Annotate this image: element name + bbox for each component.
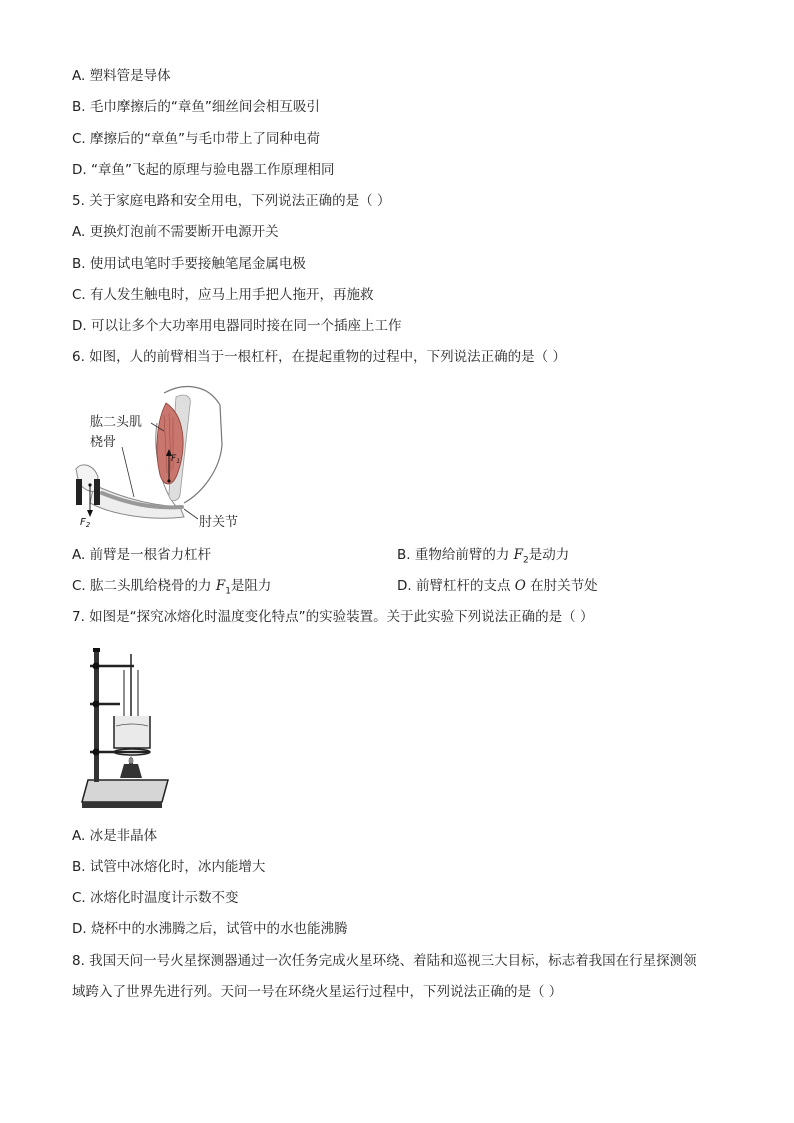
ring-knob	[93, 749, 100, 756]
q5-stem: 5. 关于家庭电路和安全用电，下列说法正确的是（ ）	[72, 193, 391, 209]
q6-option-b: B. 重物给前臂的力 $F_2$是动力	[397, 547, 570, 566]
f2-point	[88, 483, 91, 486]
q4-option-c: C. 摩擦后的“章鱼”与毛巾带上了同种电荷	[72, 131, 320, 147]
q4-option-d: D. “章鱼”飞起的原理与验电器工作原理相同	[72, 162, 335, 178]
f1-label: $F_1$	[171, 454, 181, 465]
f1-point	[167, 479, 170, 482]
clamp-top-knob	[93, 663, 100, 670]
f2-label: $F_2$	[80, 517, 91, 529]
q5-option-c: C. 有人发生触电时，应马上用手把人拖开，再施救	[72, 287, 374, 303]
biceps-label: 肱二头肌	[90, 415, 143, 430]
q6-option-d: D. 前臂杠杆的支点 O 在肘关节处	[397, 578, 598, 594]
q4-option-a: A. 塑料管是导体	[72, 68, 171, 84]
stand-base-edge	[82, 802, 162, 808]
arm-lever-figure	[72, 375, 252, 530]
q8-stem-line1: 8. 我国天问一号火星探测器通过一次任务完成火星环绕、着陆和巡视三大目标，标志着我国在行星探测领	[72, 953, 697, 969]
q7-option-d: D. 烧杯中的水沸腾之后，试管中的水也能沸腾	[72, 921, 348, 937]
flame	[129, 756, 134, 764]
q6-stem: 6. 如图，人的前臂相当于一根杠杆，在提起重物的过程中，下列说法正确的是（ ）	[72, 349, 566, 365]
q7-stem: 7. 如图是“探究冰熔化时温度变化特点”的实验装置。关于此实验下列说法正确的是（ ）	[72, 609, 594, 625]
stand-base	[82, 780, 168, 802]
q7-option-b: B. 试管中冰熔化时，冰内能增大	[72, 859, 266, 875]
beaker	[114, 716, 150, 748]
q5-option-a: A. 更换灯泡前不需要断开电源开关	[72, 224, 279, 240]
q5-option-d: D. 可以让多个大功率用电器同时接在同一个插座上工作	[72, 318, 402, 334]
clamp-middle-knob	[93, 701, 100, 708]
elbow-label: 肘关节	[199, 515, 239, 530]
q6-option-a: A. 前臂是一根省力杠杆	[72, 547, 212, 563]
alcohol-lamp	[120, 764, 142, 778]
stand-rod	[94, 650, 99, 782]
q5-option-b: B. 使用试电笔时手要接触笔尾金属电极	[72, 256, 306, 272]
radius-leader	[122, 447, 134, 497]
q7-option-c: C. 冰熔化时温度计示数不变	[72, 890, 239, 906]
f2-arrowhead	[87, 510, 93, 517]
weight-left	[76, 479, 82, 505]
melting-apparatus-figure	[80, 640, 172, 812]
q7-option-a: A. 冰是非晶体	[72, 828, 158, 844]
q6-option-c: C. 肱二头肌给桡骨的力 $F_1$是阻力	[72, 578, 272, 597]
elbow-leader	[184, 509, 198, 519]
rod-cap	[93, 648, 100, 652]
q8-stem-line2: 域跨入了世界先进行列。天问一号在环绕火星运行过程中，下列说法正确的是（ ）	[72, 984, 563, 1000]
radius-label: 桡骨	[90, 435, 117, 450]
q4-option-b: B. 毛巾摩擦后的“章鱼”细丝间会相互吸引	[72, 99, 320, 115]
weight-right	[94, 479, 100, 505]
